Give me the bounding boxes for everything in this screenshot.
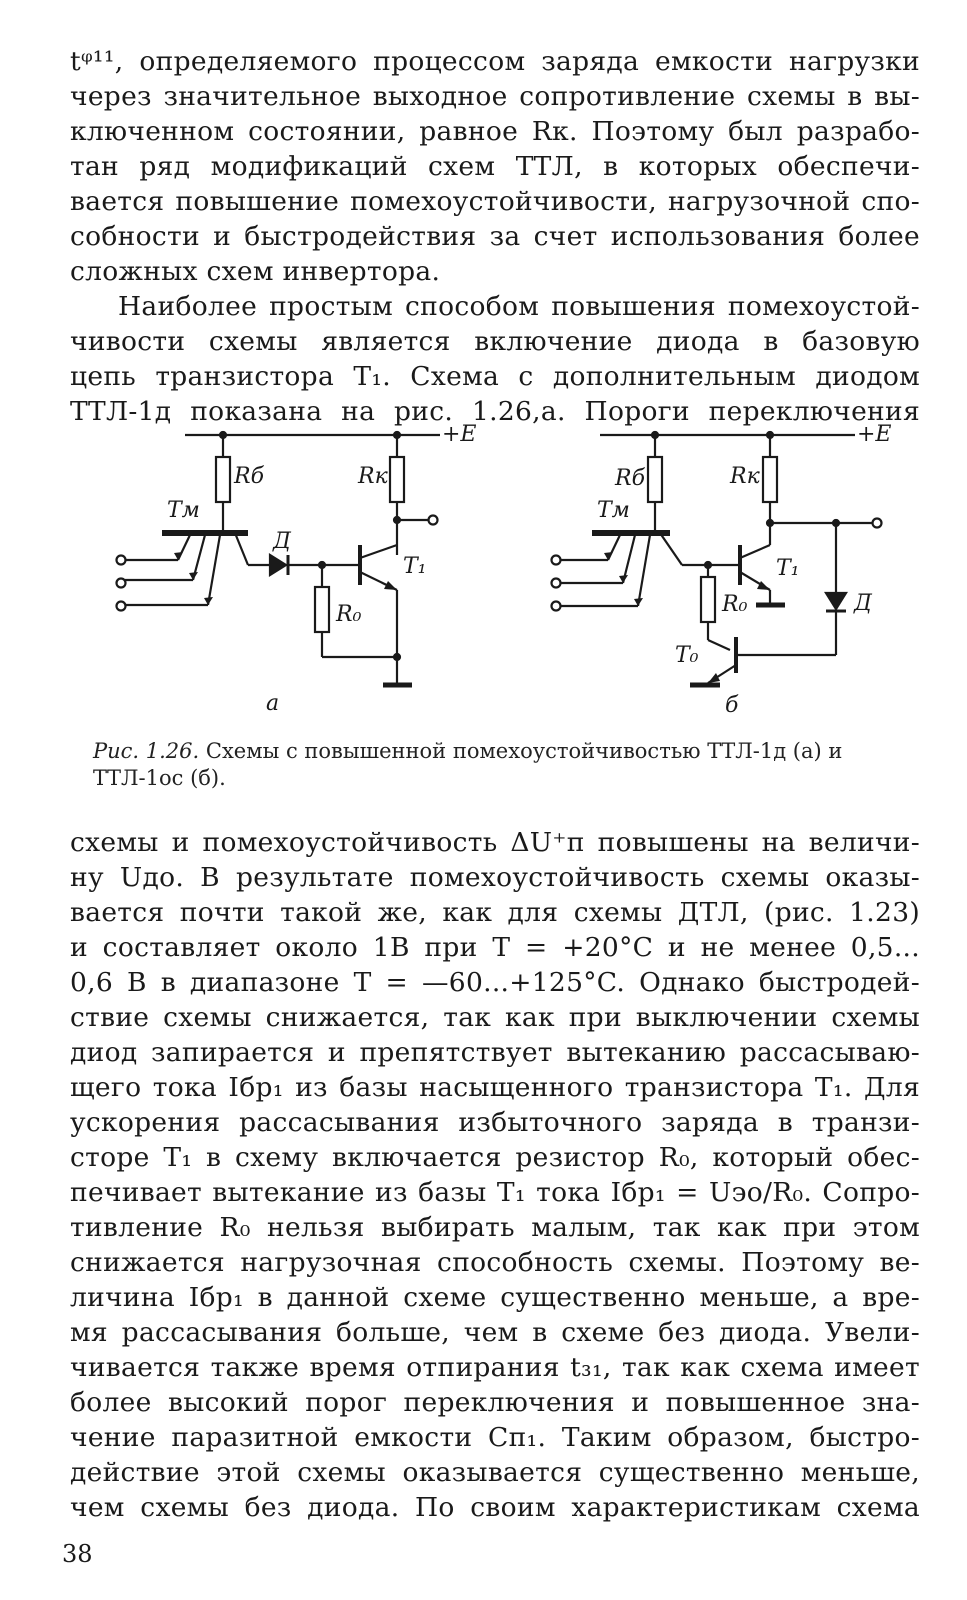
left-rk-label: Rк — [358, 464, 388, 489]
left-supply-label: +E — [442, 422, 477, 447]
right-t0-label: T₀ — [675, 643, 699, 668]
page-number: 38 — [62, 1540, 93, 1568]
text-line: вается почти такой же, как для схемы ДТЛ, (рис. 1.23) — [70, 897, 920, 928]
text-line: и составляет около 1В при T = +20°C и не менее 0,5... — [70, 932, 920, 963]
right-tm-label: Tм — [597, 498, 630, 523]
text-line: тивление R₀ нельзя выбирать малым, так как при этом — [70, 1212, 920, 1243]
text-line: чем схемы без диода. По своим характеристикам схема — [70, 1492, 920, 1523]
text-line: схемы и помехоустойчивость ΔU⁺п повышены на величи- — [70, 827, 920, 858]
left-diode-label: Д — [273, 529, 291, 554]
text-line: снижается нагрузочная способность схемы. Поэтому ве- — [70, 1247, 920, 1278]
text-line: щего тока Iбр₁ из базы насыщенного транзистора T₁. Для — [70, 1072, 920, 1103]
figure-caption — [93, 738, 928, 792]
text-line: ключенном состоянии, равное Rк. Поэтому был разрабо- — [70, 116, 920, 147]
right-diode-label: Д — [854, 591, 872, 616]
paragraph-2 — [70, 289, 920, 429]
left-rb-label: Rб — [234, 464, 264, 489]
text-line: более высокий порог переключения и повышенное зна- — [70, 1387, 920, 1418]
right-rk-label: Rк — [730, 464, 760, 489]
text-line: вается повышение помехоустойчивости, нагрузочной спо- — [70, 186, 920, 217]
left-figure-letter: а — [266, 691, 280, 716]
left-t1-label: T₁ — [403, 554, 427, 579]
right-t1-label: T₁ — [776, 556, 800, 581]
right-figure-letter: б — [725, 693, 739, 718]
text-line: через значительное выходное сопротивление схемы в вы- — [70, 81, 920, 112]
text-line: tᵠ¹¹, определяемого процессом заряда емкости нагрузки — [70, 46, 920, 77]
text-line: сложных схем инвертора. — [70, 256, 441, 287]
text-line: печивает вытекание из базы T₁ тока Iбр₁ = Uэо/R₀. Сопро- — [70, 1177, 920, 1208]
text-line: ствие схемы снижается, так как при выключении схемы — [70, 1002, 920, 1033]
text-line: ну Uдо. В результате помехоустойчивость схемы оказы- — [70, 862, 920, 893]
text-line: 0,6 В в диапазоне T = —60...+125°C. Однако быстродей- — [70, 967, 920, 998]
text-line: чивости схемы является включение диода в базовую — [70, 326, 920, 357]
paragraph-1 — [70, 44, 920, 289]
left-r0-label: R₀ — [336, 602, 362, 627]
text-line: чивается также время отпирания t₃₁, так как схема имеет — [70, 1352, 920, 1383]
text-line: диод запирается и препятствует вытеканию рассасываю- — [70, 1037, 920, 1068]
right-supply-label: +E — [857, 422, 892, 447]
text-line: Наиболее простым способом повышения помехоустой- — [118, 291, 920, 322]
text-line: чение паразитной емкости Cп₁. Таким образом, быстро- — [70, 1422, 920, 1453]
text-line: ускорения рассасывания избыточного заряда в транзи- — [70, 1107, 920, 1138]
caption-text: Схемы с повышенной помехоустойчивостью ТТЛ-1д (а) и ТТЛ-1ос (б). — [93, 739, 843, 790]
text-line: цепь транзистора T₁. Схема с дополнительным диодом — [70, 361, 920, 392]
text-line: личина Iбр₁ в данной схеме существенно меньше, а вре- — [70, 1282, 920, 1313]
text-line: сторе T₁ в схему включается резистор R₀, который обес- — [70, 1142, 920, 1173]
figure-circuits — [70, 415, 940, 735]
left-tm-label: Tм — [167, 498, 200, 523]
text-line: ТТЛ-1д показана на рис. 1.26,а. Пороги переключения — [70, 396, 920, 427]
text-line: действие этой схемы оказывается существенно меньше, — [70, 1457, 920, 1488]
text-line: мя рассасывания больше, чем в схеме без диода. Увели- — [70, 1317, 920, 1348]
right-rb-label: Rб — [615, 466, 645, 491]
right-r0-label: R₀ — [722, 592, 748, 617]
text-line: тан ряд модификаций схем ТТЛ, в которых обеспечи- — [70, 151, 920, 182]
paragraph-3 — [70, 825, 920, 1525]
caption-label: Рис. 1.26. — [93, 739, 200, 763]
text-line: собности и быстродействия за счет использования более — [70, 221, 920, 252]
